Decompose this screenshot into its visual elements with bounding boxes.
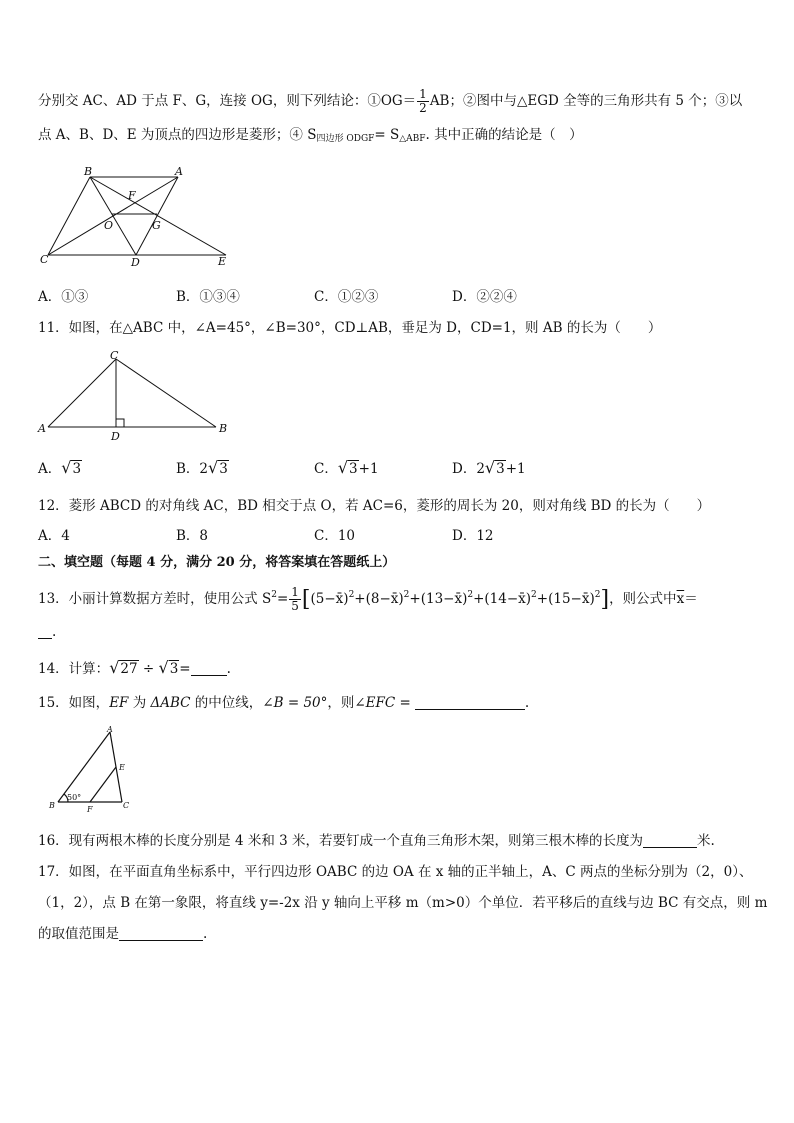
subscript: 四边形 ODGF [316, 134, 375, 144]
plus: + [473, 591, 485, 607]
frac-denominator: 2 [419, 101, 427, 115]
radicand: 27 [120, 661, 138, 677]
answer-blank[interactable] [191, 661, 227, 676]
q17-text: 的取值范围是 [38, 926, 119, 942]
q13-text: ，则公式中 [609, 591, 677, 607]
q10-text: AB；②图中与△EGD 全等的三角形共有 5 个；③以 [429, 93, 743, 109]
q13-text: ＝ [684, 591, 698, 607]
q15-text: ，则 [327, 695, 355, 711]
q10-line-1 [38, 88, 742, 115]
q11-option-a[interactable] [38, 458, 82, 479]
radicand: 3 [169, 661, 179, 677]
period: . [226, 661, 231, 677]
answer-blank[interactable] [643, 833, 697, 848]
radicand: 3 [219, 461, 228, 477]
q11-option-b[interactable] [176, 458, 229, 479]
answer-blank[interactable] [38, 624, 52, 639]
label-g: G [152, 219, 161, 232]
term: (13−x̄) [420, 591, 468, 607]
sqrt: √3 [208, 458, 228, 477]
q14-line [38, 658, 231, 679]
plus: + [354, 591, 366, 607]
equals: = [276, 591, 289, 607]
q11-option-c[interactable] [314, 458, 379, 479]
x-bar: $\overline{x}$ [676, 591, 685, 607]
frac-numerator: 1 [419, 87, 427, 101]
superscript: 2 [531, 590, 537, 600]
period: . [52, 624, 57, 640]
divide: ÷ [138, 661, 159, 677]
q10-text: . 其中正确的结论是（ ） [425, 127, 583, 143]
segment-ef [90, 767, 116, 802]
superscript: 2 [594, 590, 601, 600]
ef: EF [109, 695, 129, 711]
right-angle-mark [116, 419, 124, 427]
frac-numerator: 1 [291, 585, 299, 599]
period: . [203, 926, 208, 942]
fraction-fifth [289, 586, 301, 613]
sqrt: √3 [484, 458, 505, 477]
q12-option-c[interactable]: C．10 [314, 528, 356, 544]
segment-bc [48, 177, 90, 255]
q10-line-2 [38, 125, 583, 149]
frac-denominator: 5 [291, 599, 299, 613]
q10-text: 点 A、B、D、E 为顶点的四边形是菱形；④ S [38, 127, 317, 143]
bracket-right: ] [600, 587, 610, 612]
label-e: E [218, 255, 227, 268]
option-text: B．2 [176, 461, 209, 477]
label-b: B [49, 801, 55, 810]
answer-blank[interactable] [415, 695, 525, 710]
q10-figure [40, 165, 240, 270]
q16-text: 16．现有两根木棒的长度分别是 4 米和 3 米，若要钉成一个直角三角形木架，则第三根木棒的长度为 [38, 833, 644, 849]
q11-figure [36, 348, 236, 443]
angle-efc: ∠EFC = [354, 695, 411, 711]
option-text: D．2 [452, 461, 485, 477]
segment-ab [58, 732, 110, 802]
q16-text: 米. [697, 833, 715, 849]
term: (14−x̄) [484, 591, 532, 607]
q11-option-d[interactable] [452, 458, 526, 479]
q10-text: 分别交 AC、AD 于点 F、G，连接 OG，则下列结论：①OG＝ [38, 93, 417, 109]
q10-option-a[interactable]: A．①③ [38, 289, 89, 305]
option-text: +1 [505, 461, 526, 477]
q11-stem: 11．如图，在△ABC 中，∠A=45°，∠B=30°，CD⊥AB，垂足为 D，CD=1，则 AB 的长为（ ） [38, 320, 662, 336]
label-b: B [219, 422, 228, 435]
term: (8−x̄) [365, 591, 404, 607]
label-b: B [84, 165, 93, 178]
label-c: C [123, 801, 130, 810]
section-title: 二、填空题（每题 4 分，满分 20 分，将答案填在答题纸上） [38, 555, 396, 570]
term: (15−x̄) [548, 591, 595, 607]
label-a: A [38, 422, 46, 435]
period: . [524, 695, 530, 711]
label-a: A [107, 725, 113, 734]
term: (5−x̄) [310, 591, 349, 607]
sqrt: √27 [109, 658, 138, 677]
label-f: F [128, 189, 136, 202]
q12-stem: 12．菱形 ABCD 的对角线 AC，BD 相交于点 O，若 AC=6，菱形的周长为 20，则对角线 BD 的长为（ ） [38, 498, 711, 514]
label-o: O [104, 219, 114, 232]
q14-text: 14．计算： [38, 661, 110, 677]
q10-option-b[interactable]: B．①③④ [176, 289, 240, 305]
superscript: 2 [271, 590, 277, 600]
q15-line [38, 693, 529, 713]
sqrt: √3 [337, 458, 358, 477]
label-a: A [175, 165, 183, 178]
option-text: A． [38, 461, 62, 477]
q17-line-2: （1，2），点 B 在第一象限，将直线 y=-2x 沿 y 轴向上平移 m（m>0）个单位．若平移后的直线与边 BC 有交点，则 m [38, 895, 768, 911]
fraction-half [417, 88, 429, 115]
triangle-abc: ΔABC [150, 695, 191, 711]
q17-line-3 [38, 924, 207, 944]
label-c: C [110, 349, 119, 362]
q12-option-b[interactable]: B．8 [176, 528, 209, 544]
label-d: D [131, 256, 140, 269]
sqrt: √3 [158, 658, 179, 677]
sqrt: √3 [61, 458, 82, 477]
radicand: 3 [496, 461, 505, 477]
q15-text: 为 [128, 695, 151, 711]
q12-option-d[interactable]: D．12 [452, 528, 494, 544]
q16-line [38, 831, 715, 851]
subscript: △ABF [399, 134, 426, 144]
angle-b: ∠B = 50° [262, 695, 328, 711]
q15-figure [46, 724, 146, 814]
label-d: D [111, 430, 120, 443]
label-c: C [40, 253, 49, 266]
q13-text: 13．小丽计算数据方差时，使用公式 S [38, 591, 272, 607]
q15-text: 的中位线， [190, 695, 263, 711]
label-e: E [119, 763, 125, 772]
option-text: C． [314, 461, 338, 477]
superscript: 2 [467, 590, 474, 600]
angle-label: 50° [67, 793, 82, 802]
q10-text: = S [374, 127, 400, 143]
bracket-left: [ [301, 587, 311, 612]
label-f: F [87, 805, 93, 814]
q14-text: = [179, 661, 191, 677]
segment-ac [48, 359, 116, 427]
plus: + [409, 591, 421, 607]
q13-line-2 [38, 622, 56, 642]
q10-option-c[interactable]: C．①②③ [314, 289, 379, 305]
radicand: 3 [72, 461, 82, 477]
segment-cb [116, 359, 216, 427]
answer-blank[interactable] [119, 926, 203, 941]
superscript: 2 [348, 590, 355, 600]
option-text: +1 [358, 461, 379, 477]
plus: + [536, 591, 549, 607]
q15-text: 15．如图， [38, 695, 110, 711]
q17-line-1: 17．如图，在平面直角坐标系中，平行四边形 OABC 的边 OA 在 x 轴的正半轴上，A、C 两点的坐标分别为（2，0）、 [38, 864, 753, 880]
radicand: 3 [349, 461, 358, 477]
superscript: 2 [403, 590, 410, 600]
q10-option-d[interactable]: D．②②④ [452, 289, 517, 305]
q12-option-a[interactable]: A．4 [38, 528, 70, 544]
q13-line-1 [38, 585, 698, 613]
